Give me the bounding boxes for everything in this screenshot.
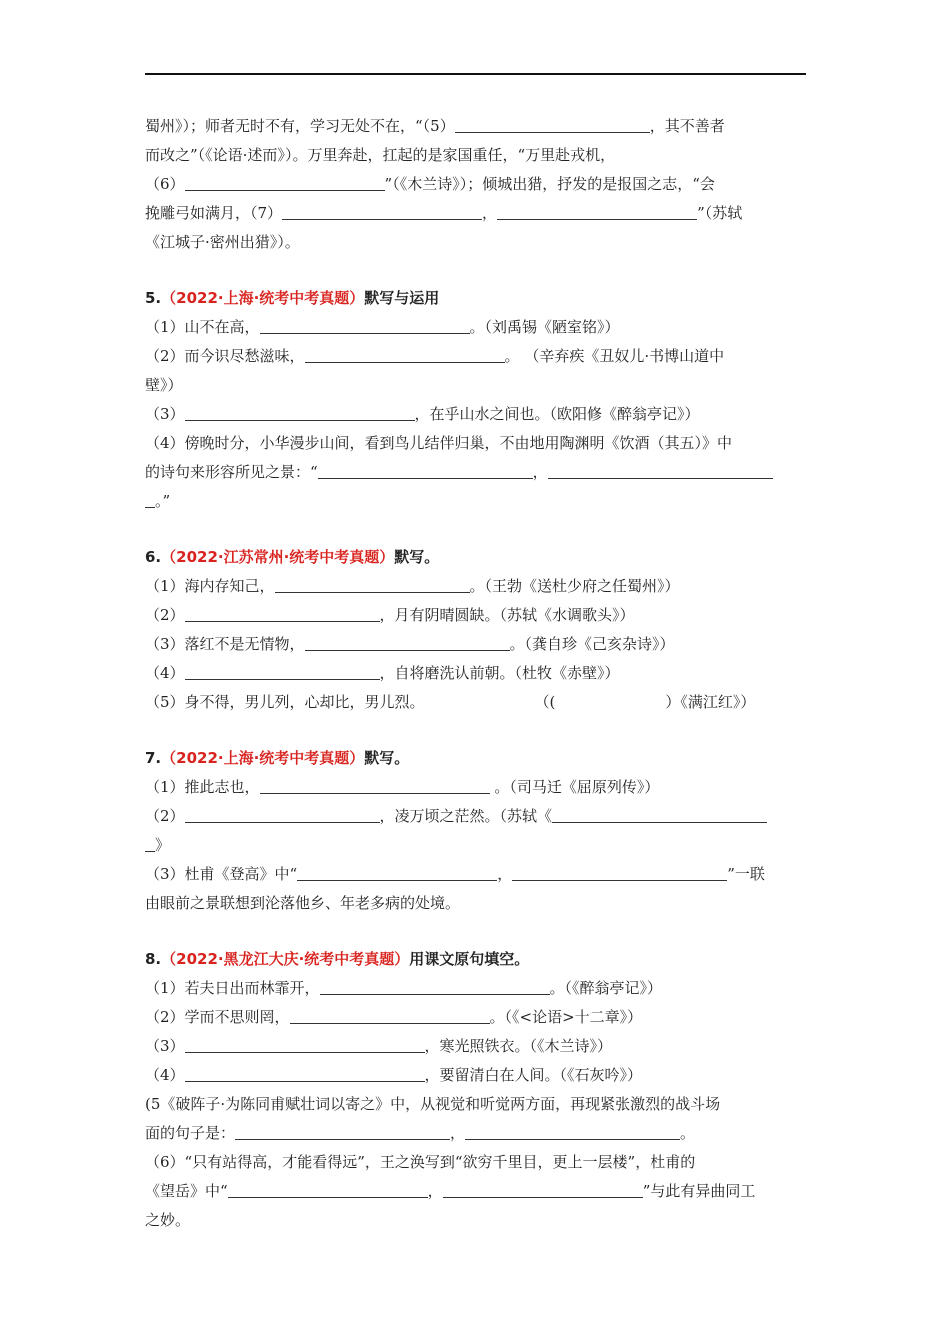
text: （(	[534, 693, 556, 711]
text: ，	[482, 204, 498, 222]
answer-blank[interactable]	[512, 862, 727, 881]
text: 》	[155, 836, 171, 854]
text: （3）	[145, 405, 185, 423]
question-heading	[145, 543, 807, 572]
text: 。（司马迁《屈原列传》）	[489, 778, 660, 796]
answer-blank[interactable]	[290, 1005, 490, 1024]
question-8	[145, 945, 807, 1235]
text: （4）傍晚时分，小华漫步山间，看到鸟儿结伴归巢，不由地用陶渊明《饮酒（其五）》中	[145, 434, 733, 452]
text: (5《破阵子·为陈同甫赋壮词以寄之》中，从视觉和听觉两方面，再现紧张激烈的战斗场	[145, 1095, 721, 1113]
text: 蜀州》）；师者无时不有，学习无处不在，“（5）	[145, 117, 455, 135]
text: （2）学而不思则罔，	[145, 1008, 290, 1026]
question-heading	[145, 945, 807, 974]
text: ，	[497, 865, 513, 883]
answer-blank[interactable]	[455, 114, 650, 133]
text: 。	[680, 1124, 696, 1142]
question-title: 默写。	[394, 548, 440, 566]
answer-blank[interactable]	[260, 775, 490, 794]
text: ”一联	[727, 865, 765, 883]
answer-blank[interactable]	[320, 976, 550, 995]
intro-paragraph	[145, 112, 807, 257]
text: （2）	[145, 807, 185, 825]
text: （1）海内存知己，	[145, 577, 275, 595]
text: 面的句子是：	[145, 1124, 236, 1142]
answer-blank[interactable]	[185, 1063, 425, 1082]
answer-blank[interactable]	[145, 489, 155, 508]
text: （2）而今识尽愁滋味，	[145, 347, 305, 365]
question-5	[145, 284, 807, 516]
question-source: （2022·上海·统考中考真题）	[161, 289, 365, 307]
text: ，	[450, 1124, 466, 1142]
text: ，凌万顷之茫然。（苏轼《	[379, 807, 553, 825]
text: 《望岳》中“	[145, 1182, 228, 1200]
text: （4）	[145, 1066, 185, 1084]
text: （6）	[145, 175, 185, 193]
question-source: （2022·黑龙江大庆·统考中考真题）	[161, 950, 410, 968]
question-number: 6.	[145, 548, 162, 566]
question-title: 默写与运用	[364, 289, 440, 307]
text: （2）	[145, 606, 185, 624]
answer-blank[interactable]	[497, 201, 697, 220]
text: ，月有阴晴圆缺。（苏轼《水调歌头》）	[379, 606, 635, 624]
question-heading	[145, 284, 807, 313]
text: 。（《<论语>十二章》）	[489, 1008, 643, 1026]
text: （3）	[145, 1037, 185, 1055]
text: ，	[427, 1182, 443, 1200]
text: 。 （辛弃疾《丑奴儿·书博山道中	[504, 347, 725, 365]
text: ，在乎山水之间也。（欧阳修《醉翁亭记》）	[414, 405, 700, 423]
answer-blank[interactable]	[275, 574, 470, 593]
answer-blank[interactable]	[465, 1121, 680, 1140]
answer-blank[interactable]	[548, 460, 773, 479]
question-heading	[145, 744, 807, 773]
text: 。（龚自珍《己亥杂诗》）	[509, 635, 675, 653]
text: （1）推此志也，	[145, 778, 260, 796]
text: （5）身不得，男儿列，心却比，男儿烈。	[145, 693, 425, 711]
answer-blank[interactable]	[185, 804, 380, 823]
question-number: 8.	[145, 950, 162, 968]
answer-blank[interactable]	[260, 315, 470, 334]
answer-blank[interactable]	[305, 632, 510, 651]
question-title: 默写。	[364, 749, 410, 767]
answer-blank[interactable]	[185, 172, 385, 191]
answer-blank[interactable]	[145, 833, 155, 852]
text: （4）	[145, 664, 185, 682]
text: 。”	[155, 492, 171, 510]
text: ”（《木兰诗》）；倾城出猎，抒发的是报国之志，“会	[384, 175, 715, 193]
question-7	[145, 744, 807, 918]
answer-blank[interactable]	[235, 1121, 450, 1140]
text: 壁》）	[145, 376, 183, 394]
text: （6）“只有站得高，才能看得远”，王之涣写到“欲穷千里目，更上一层楼”，杜甫的	[145, 1153, 696, 1171]
text: （1）若夫日出而林霏开，	[145, 979, 320, 997]
text: 。（王勃《送杜少府之任蜀州》）	[469, 577, 680, 595]
answer-blank[interactable]	[282, 201, 482, 220]
text: ”与此有异曲同工	[642, 1182, 756, 1200]
question-number: 7.	[145, 749, 162, 767]
text: ”（苏轼	[697, 204, 743, 222]
text: ，其不善者	[649, 117, 725, 135]
header-rule	[145, 73, 806, 75]
text: ，	[532, 463, 548, 481]
question-source: （2022·上海·统考中考真题）	[161, 749, 365, 767]
text: 。（刘禹锡《陋室铭》）	[469, 318, 620, 336]
question-number: 5.	[145, 289, 162, 307]
text: 挽雕弓如满月，（7）	[145, 204, 283, 222]
answer-blank[interactable]	[185, 661, 380, 680]
answer-blank[interactable]	[228, 1179, 428, 1198]
text: （1）山不在高，	[145, 318, 260, 336]
answer-blank[interactable]	[185, 603, 380, 622]
text: （3）杜甫《登高》中“	[145, 865, 298, 883]
text: 的诗句来形容所见之景：“	[145, 463, 318, 481]
question-title: 用课文原句填空。	[409, 950, 530, 968]
text: 由眼前之景联想到沦落他乡、年老多病的处境。	[145, 894, 461, 912]
text: 。（《醉翁亭记》）	[549, 979, 663, 997]
document-body	[145, 112, 807, 1235]
question-source: （2022·江苏常州·统考中考真题）	[161, 548, 395, 566]
text: ，寒光照铁衣。（《木兰诗》）	[424, 1037, 613, 1055]
text: 而改之”（《论语·述而》）。万里奔赴，扛起的是家国重任，“万里赴戎机，	[145, 146, 616, 164]
text: 之妙。	[145, 1211, 191, 1229]
text: ）《满江红》）	[665, 693, 756, 711]
answer-blank[interactable]	[318, 460, 533, 479]
answer-blank[interactable]	[305, 344, 505, 363]
answer-blank[interactable]	[443, 1179, 643, 1198]
text: ，自将磨洗认前朝。（杜牧《赤壁》）	[379, 664, 620, 682]
text: ，要留清白在人间。（《石灰吟》）	[424, 1066, 643, 1084]
answer-blank[interactable]	[185, 1034, 425, 1053]
answer-blank[interactable]	[185, 402, 415, 421]
answer-blank[interactable]	[297, 862, 497, 881]
question-6	[145, 543, 807, 717]
text: （3）落红不是无情物，	[145, 635, 305, 653]
answer-blank[interactable]	[552, 804, 767, 823]
text: 《江城子·密州出猎》）。	[145, 233, 300, 251]
